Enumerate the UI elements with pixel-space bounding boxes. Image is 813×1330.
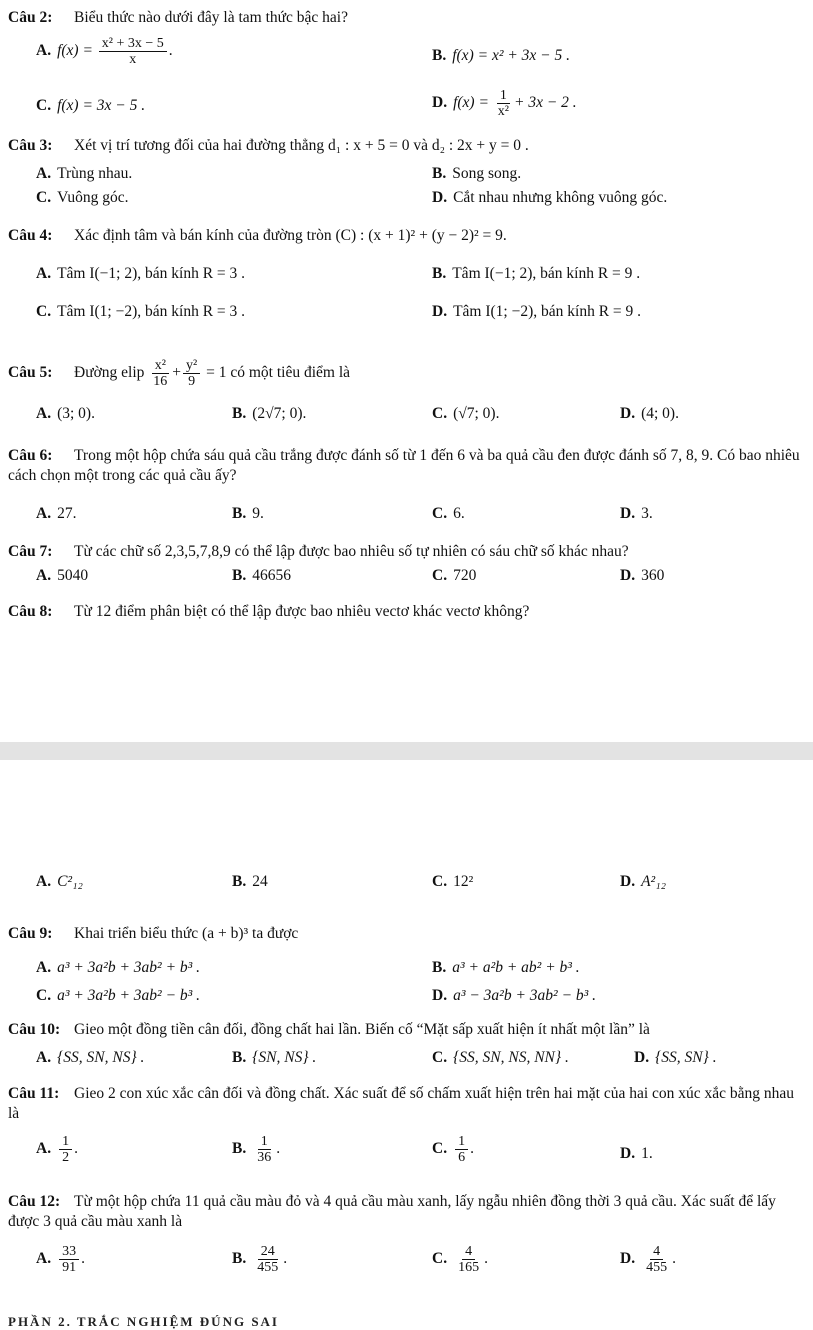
q6-option-a: A. 27. bbox=[36, 505, 77, 522]
q11-option-a: A. $\frac{1}{2}$ . bbox=[36, 1134, 78, 1165]
q12-option-b: B. $\frac{24}{455}$ . bbox=[232, 1244, 288, 1275]
q8-option-d: D. A²₁₂ bbox=[620, 873, 666, 890]
q8-option-b: B. 24 bbox=[232, 873, 268, 890]
q5-option-c: C. (√7; 0). bbox=[432, 405, 500, 422]
q7-option-d: D. 360 bbox=[620, 567, 665, 584]
q6-option-c: C. 6. bbox=[432, 505, 465, 522]
question-4: Câu 4: Xác định tâm và bán kính của đường tròn (C) : (x + 1)² + (y − 2)² = 9. bbox=[8, 227, 507, 244]
q4-option-c: C. Tâm I(1; −2), bán kính R = 3 . bbox=[36, 303, 246, 320]
q11-option-b: B. $\frac{1}{36}$ . bbox=[232, 1134, 281, 1165]
q11-option-d: D. 1. bbox=[620, 1145, 653, 1162]
q12-option-d: D. $\frac{4}{455}$ . bbox=[620, 1244, 676, 1275]
q3-option-d: D. Cắt nhau nhưng không vuông góc. bbox=[432, 189, 668, 206]
q9-option-b: B. a³ + a²b + ab² + b³ . bbox=[432, 959, 580, 976]
q8-option-c: C. 12² bbox=[432, 873, 474, 890]
q4-option-a: A. Tâm I(−1; 2), bán kính R = 3 . bbox=[36, 265, 246, 282]
q10-option-b: B. {SN, NS} . bbox=[232, 1049, 317, 1066]
question-10: Câu 10: Gieo một đồng tiền cân đối, đồng chất hai lần. Biến cố “Mặt sấp xuất hiện ít nhất một lần” là bbox=[8, 1021, 650, 1038]
q9-option-d: D. a³ − 3a²b + 3ab² − b³ . bbox=[432, 987, 597, 1004]
question-7: Câu 7: Từ các chữ số 2,3,5,7,8,9 có thể lập được bao nhiêu số tự nhiên có sáu chữ số khác nhau? bbox=[8, 543, 629, 560]
q3-option-b: B. Song song. bbox=[432, 165, 522, 182]
q9-option-c: C. a³ + 3a²b + 3ab² − b³ . bbox=[36, 987, 201, 1004]
question-8: Câu 8: Từ 12 điểm phân biệt có thể lập được bao nhiêu vectơ khác vectơ không? bbox=[8, 603, 530, 620]
q2-option-b: B. f(x) = x² + 3x − 5 . bbox=[432, 47, 571, 64]
q8-option-a: A. C²₁₂ bbox=[36, 873, 83, 890]
q3-option-c: C. Vuông góc. bbox=[36, 189, 129, 206]
q9-option-a: A. a³ + 3a²b + 3ab² + b³ . bbox=[36, 959, 201, 976]
page-separator bbox=[0, 742, 813, 760]
q10-option-a: A. {SS, SN, NS} . bbox=[36, 1049, 145, 1066]
question-6: Câu 6: Trong một hộp chứa sáu quả cầu trắng được đánh số từ 1 đến 6 và ba quả cầu đen được đánh số 7, 8, 9. Có bao nhiêu cách chọn một trong các quả cầu ấy? bbox=[8, 447, 800, 484]
q5-option-a: A. (3; 0). bbox=[36, 405, 95, 422]
q12-option-a: A. $\frac{33}{91}$ . bbox=[36, 1244, 85, 1275]
q7-option-a: A. 5040 bbox=[36, 567, 89, 584]
question-9: Câu 9: Khai triển biểu thức (a + b)³ ta được bbox=[8, 925, 299, 942]
q12-option-c: C. $\frac{4}{165}$ . bbox=[432, 1244, 488, 1275]
q10-option-d: D. {SS, SN} . bbox=[634, 1049, 717, 1066]
q10-option-c: C. {SS, SN, NS, NN} . bbox=[432, 1049, 569, 1066]
q11-option-c: C. $\frac{1}{6}$ . bbox=[432, 1134, 474, 1165]
question-3: Câu 3: Xét vị trí tương đối của hai đường thẳng d₁ : x + 5 = 0 và d₂ : 2x + y = 0 . bbox=[8, 137, 529, 154]
section-heading-cut: PHẦN 2. TRẮC NGHIỆM ĐÚNG SAI bbox=[8, 1314, 279, 1329]
q2-option-a: A. f(x) = $\frac{\text{x² + 3x − 5}}{x}$ . bbox=[36, 36, 173, 67]
q3-option-a: A. Trùng nhau. bbox=[36, 165, 133, 182]
q6-option-d: D. 3. bbox=[620, 505, 653, 522]
q5-option-b: B. (2√7; 0). bbox=[232, 405, 307, 422]
q2-option-c: C. f(x) = 3x − 5 . bbox=[36, 97, 146, 114]
q5-option-d: D. (4; 0). bbox=[620, 405, 679, 422]
q7-option-c: C. 720 bbox=[432, 567, 477, 584]
question-12: Câu 12: Từ một hộp chứa 11 quả cầu màu đỏ và 4 quả cầu màu xanh, lấy ngẫu nhiên đồng thời 3 quả cầu. Xác suất để lấy được 3 quả cầu màu xanh là bbox=[8, 1193, 776, 1230]
question-11: Câu 11: Gieo 2 con xúc xắc cân đối và đồng chất. Xác suất để số chấm xuất hiện trên hai mặt của hai con xúc xắc bằng nhau là bbox=[8, 1085, 795, 1122]
q7-option-b: B. 46656 bbox=[232, 567, 291, 584]
question-5: Câu 5: Đường elip $\frac{\text{x²}}{16}$ + $\frac{\text{y²}}{9}$ = 1 có một tiêu điểm là bbox=[8, 358, 351, 389]
q4-option-d: D. Tâm I(1; −2), bán kính R = 9 . bbox=[432, 303, 642, 320]
q6-option-b: B. 9. bbox=[232, 505, 264, 522]
q2-option-d: D. f(x) = $\frac{1}{\text{x²}}$ + 3x − 2 . bbox=[432, 88, 577, 119]
question-2: Câu 2: Biểu thức nào dưới đây là tam thức bậc hai? bbox=[8, 9, 348, 26]
q4-option-b: B. Tâm I(−1; 2), bán kính R = 9 . bbox=[432, 265, 641, 282]
